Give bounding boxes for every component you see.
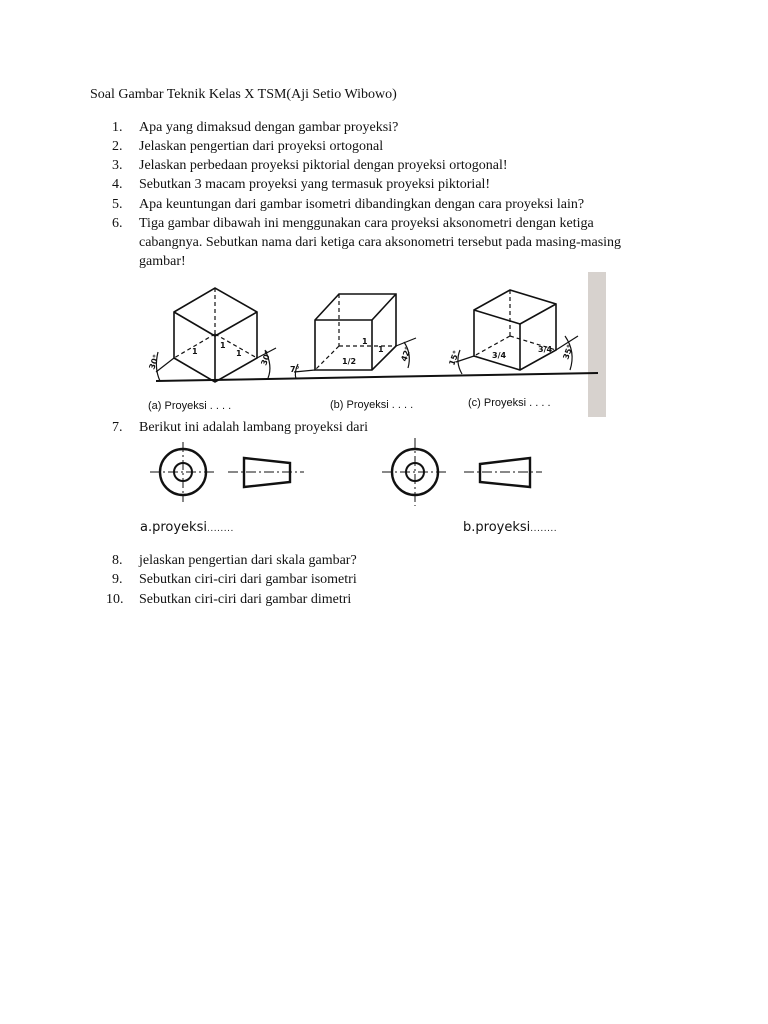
question-number: 1. <box>112 120 123 135</box>
question-text-line-3: gambar! <box>139 254 186 269</box>
question-text: Sebutkan 3 macam proyeksi yang termasuk proyeksi piktorial! <box>139 177 491 192</box>
cube-a <box>156 288 276 382</box>
symbol-b-label-text: b.proyeksi <box>463 520 531 535</box>
svg-text:42°: 42° <box>399 345 414 363</box>
svg-text:1: 1 <box>220 341 226 350</box>
symbol-a-label-text: a.proyeksi <box>140 520 207 535</box>
svg-text:1: 1 <box>192 347 198 356</box>
question-text: Jelaskan pengertian dari proyeksi ortogonal <box>139 139 384 154</box>
question-number: 6. <box>112 216 123 231</box>
question-text: Berikut ini adalah lambang proyeksi dari <box>139 420 368 435</box>
question-text: Apa yang dimaksud dengan gambar proyeksi? <box>139 120 399 135</box>
cube-b-marks <box>290 337 413 374</box>
symbol-a-dots: ........ <box>206 524 234 534</box>
symbol-a-label <box>140 520 234 535</box>
question-text: Sebutkan ciri-ciri dari gambar isometri <box>139 572 357 587</box>
question-text: Sebutkan ciri-ciri dari gambar dimetri <box>139 592 352 607</box>
question-text: jelaskan pengertian dari skala gambar? <box>139 553 357 568</box>
symbol-b-label <box>463 520 557 535</box>
svg-text:1: 1 <box>362 337 368 346</box>
projection-symbols-drawing <box>140 436 570 516</box>
svg-text:3/4: 3/4 <box>492 351 507 360</box>
question-number: 10. <box>106 592 124 607</box>
scan-edge <box>588 272 606 417</box>
symbol-a <box>150 442 304 502</box>
projection-symbols-figure <box>140 436 570 546</box>
svg-text:7°: 7° <box>290 365 300 374</box>
svg-text:1: 1 <box>378 345 384 354</box>
page-title: Soal Gambar Teknik Kelas X TSM(Aji Setio Wibowo) <box>90 87 397 102</box>
svg-text:1: 1 <box>236 349 242 358</box>
caption-b: (b) Proyeksi . . . . <box>330 399 414 411</box>
svg-text:3/4: 3/4 <box>538 345 553 354</box>
question-text: Apa keuntungan dari gambar isometri dibandingkan dengan cara proyeksi lain? <box>139 197 585 212</box>
symbol-b-dots: ........ <box>530 524 558 534</box>
caption-c: (c) Proyeksi . . . . <box>468 397 551 409</box>
question-number: 9. <box>112 572 123 587</box>
question-text-line-1: Tiga gambar dibawah ini menggunakan cara proyeksi aksonometri dengan ketiga <box>139 216 594 231</box>
question-number: 2. <box>112 139 123 154</box>
question-number: 3. <box>112 158 123 173</box>
question-number: 5. <box>112 197 123 212</box>
svg-text:35°: 35° <box>561 343 576 361</box>
question-number: 8. <box>112 553 123 568</box>
symbol-b <box>382 438 542 506</box>
svg-text:1/2: 1/2 <box>342 357 357 366</box>
axonometric-figure <box>140 272 606 417</box>
question-number: 4. <box>112 177 123 192</box>
cube-b <box>294 294 416 379</box>
question-text-line-2: cabangnya. Sebutkan nama dari ketiga cara aksonometri tersebut pada masing-masing <box>139 235 622 250</box>
svg-text:15°: 15° <box>447 349 462 367</box>
svg-text:30°: 30° <box>259 349 274 367</box>
question-number: 7. <box>112 420 123 435</box>
axonometric-drawing <box>140 272 606 417</box>
cube-c <box>456 290 578 374</box>
question-text: Jelaskan perbedaan proyeksi piktorial dengan proyeksi ortogonal! <box>139 158 508 173</box>
svg-text:30°: 30° <box>147 353 162 371</box>
caption-a: (a) Proyeksi . . . . <box>148 400 232 412</box>
